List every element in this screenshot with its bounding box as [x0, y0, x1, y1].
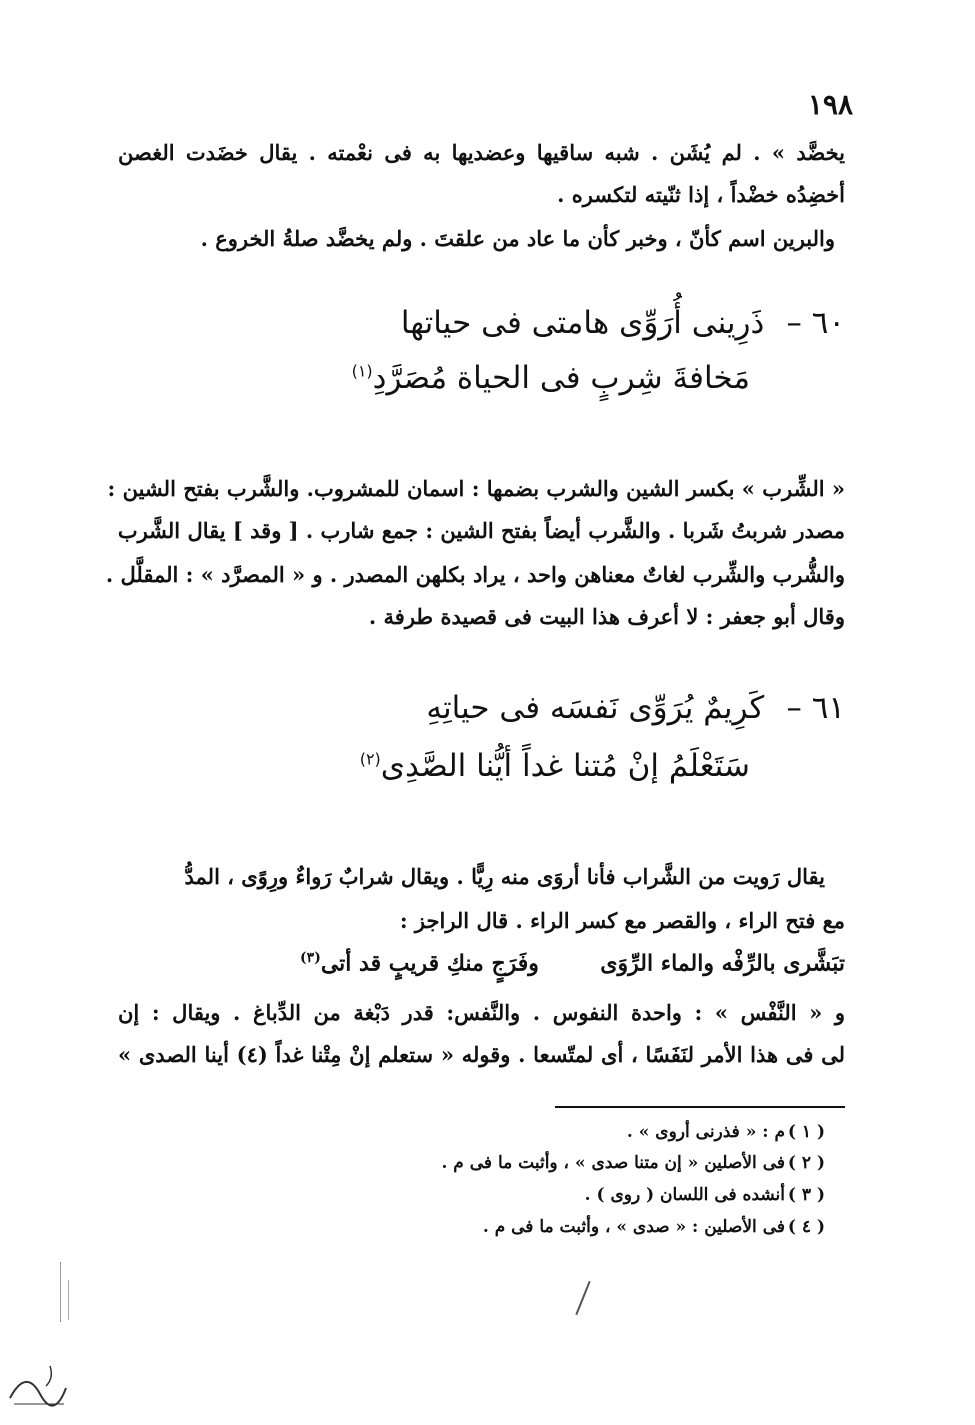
scan-artifact [60, 1262, 61, 1322]
footnote [585, 1185, 825, 1205]
verse-text: مَخافةَ شِربٍ فى الحياة مُصَرَّدِ [372, 360, 750, 396]
footnote-text: فى الأصلين « إن متنا صدى » ، وأثبت ما فى م . [441, 1153, 785, 1173]
rajaz-part: وفَرَجٍ منكِ قريبٍ قد أتى [320, 950, 539, 977]
scan-artifact [575, 1281, 590, 1315]
commentary-line: « الشِّرب » بكسر الشين والشرب بضمها : اسمان للمشروب. والشَّرب بفتح الشين : [107, 476, 845, 501]
verse-60-first-hemistich [401, 305, 845, 341]
rajaz-part: تبَشَّرى بالرِّفْه والماء الرِّوَى [600, 950, 845, 977]
commentary-line: مع فتح الراء ، والقصر مع كسر الراء . قال الراجز : [399, 908, 845, 933]
footnote-number: ( ٣ ) [787, 1185, 825, 1205]
commentary-line: وقال أبو جعفر : لا أعرف هذا البيت فى قصيدة طرفة . [368, 604, 845, 629]
footnote-number: ( ٢ ) [787, 1153, 825, 1173]
commentary-line: لى فى هذا الأمر لنَفَسًا ، أى لمتّسعا . وقوله « ستعلم إنْ مِتْنا غداً (٤) أينا الصدى » [118, 1042, 845, 1067]
footnote [627, 1122, 825, 1142]
footnote-ref: (٢) [359, 749, 381, 769]
commentary-line: أخضِدُه خضْداً ، إذا ثنّيته لتكسره . [557, 182, 845, 207]
footnote-divider [555, 1106, 845, 1108]
verse-60-second-hemistich [352, 360, 750, 396]
footnote-text: م : « فذرنى أروى » . [626, 1122, 785, 1142]
verse-number: ٦١ – [786, 690, 845, 726]
footnote-text: أنشده فى اللسان ( روى ) . [584, 1185, 785, 1205]
footnote-number: ( ١ ) [787, 1122, 825, 1142]
footnote-number: ( ٤ ) [787, 1217, 825, 1237]
page-number: ١٩٨ [807, 88, 853, 121]
scan-artifact [68, 1280, 69, 1320]
footnote-ref: (٣) [300, 950, 321, 966]
verse-text: ذَرِينى أُرَوِّى هامتى فى حياتها [400, 305, 765, 341]
verse-61-second-hemistich [360, 748, 750, 784]
commentary-line: يخضَّد » . لم يُشَن . شبه ساقيها وعضديها به فى نعْمته . يقال خضَدت الغصن [118, 140, 845, 165]
footnote [483, 1217, 825, 1237]
footnote-text: فى الأصلين : « صدى » ، وأثبت ما فى م . [482, 1217, 785, 1237]
commentary-line: يقال رَويت من الشَّراب فأنا أروَى منه رِيًّا . ويقال شرابٌ رَواءٌ ورِوًى ، المدُّ [184, 864, 825, 889]
verse-number: ٦٠ – [786, 305, 845, 341]
footnote [441, 1153, 825, 1173]
commentary-line: و « النَّفْس » : واحدة النفوس . والنَّفس: قدر دَبْغة من الدِّباغ . ويقال : إن [118, 1000, 845, 1025]
commentary-line: مصدر شربتُ شَربا . والشَّرب أيضاً بفتح الشين : جمع شارب . [ وقد ] يقال الشَّرب [117, 518, 845, 543]
rajaz-verse [300, 950, 845, 976]
commentary-line: والشُّرب والشِّرب لغاتٌ معناهن واحد ، يراد بكلهن المصدر . و « المصرَّد » : المقلَّل . [105, 562, 845, 587]
library-stamp [6, 1358, 70, 1410]
verse-text: كَرِيمٌ يُرَوِّى نَفسَه فى حياتِهِ [426, 690, 765, 726]
verse-61-first-hemistich [426, 690, 845, 726]
verse-text: سَتَعْلَمُ إنْ مُتنا غداً أيُّنا الصَّدِى [380, 748, 750, 784]
commentary-line: والبرين اسم كأنّ ، وخبر كأن ما عاد من علقتَ . ولم يخضَّد صلةُ الخروع . [200, 226, 835, 251]
footnote-ref: (١) [351, 361, 373, 381]
